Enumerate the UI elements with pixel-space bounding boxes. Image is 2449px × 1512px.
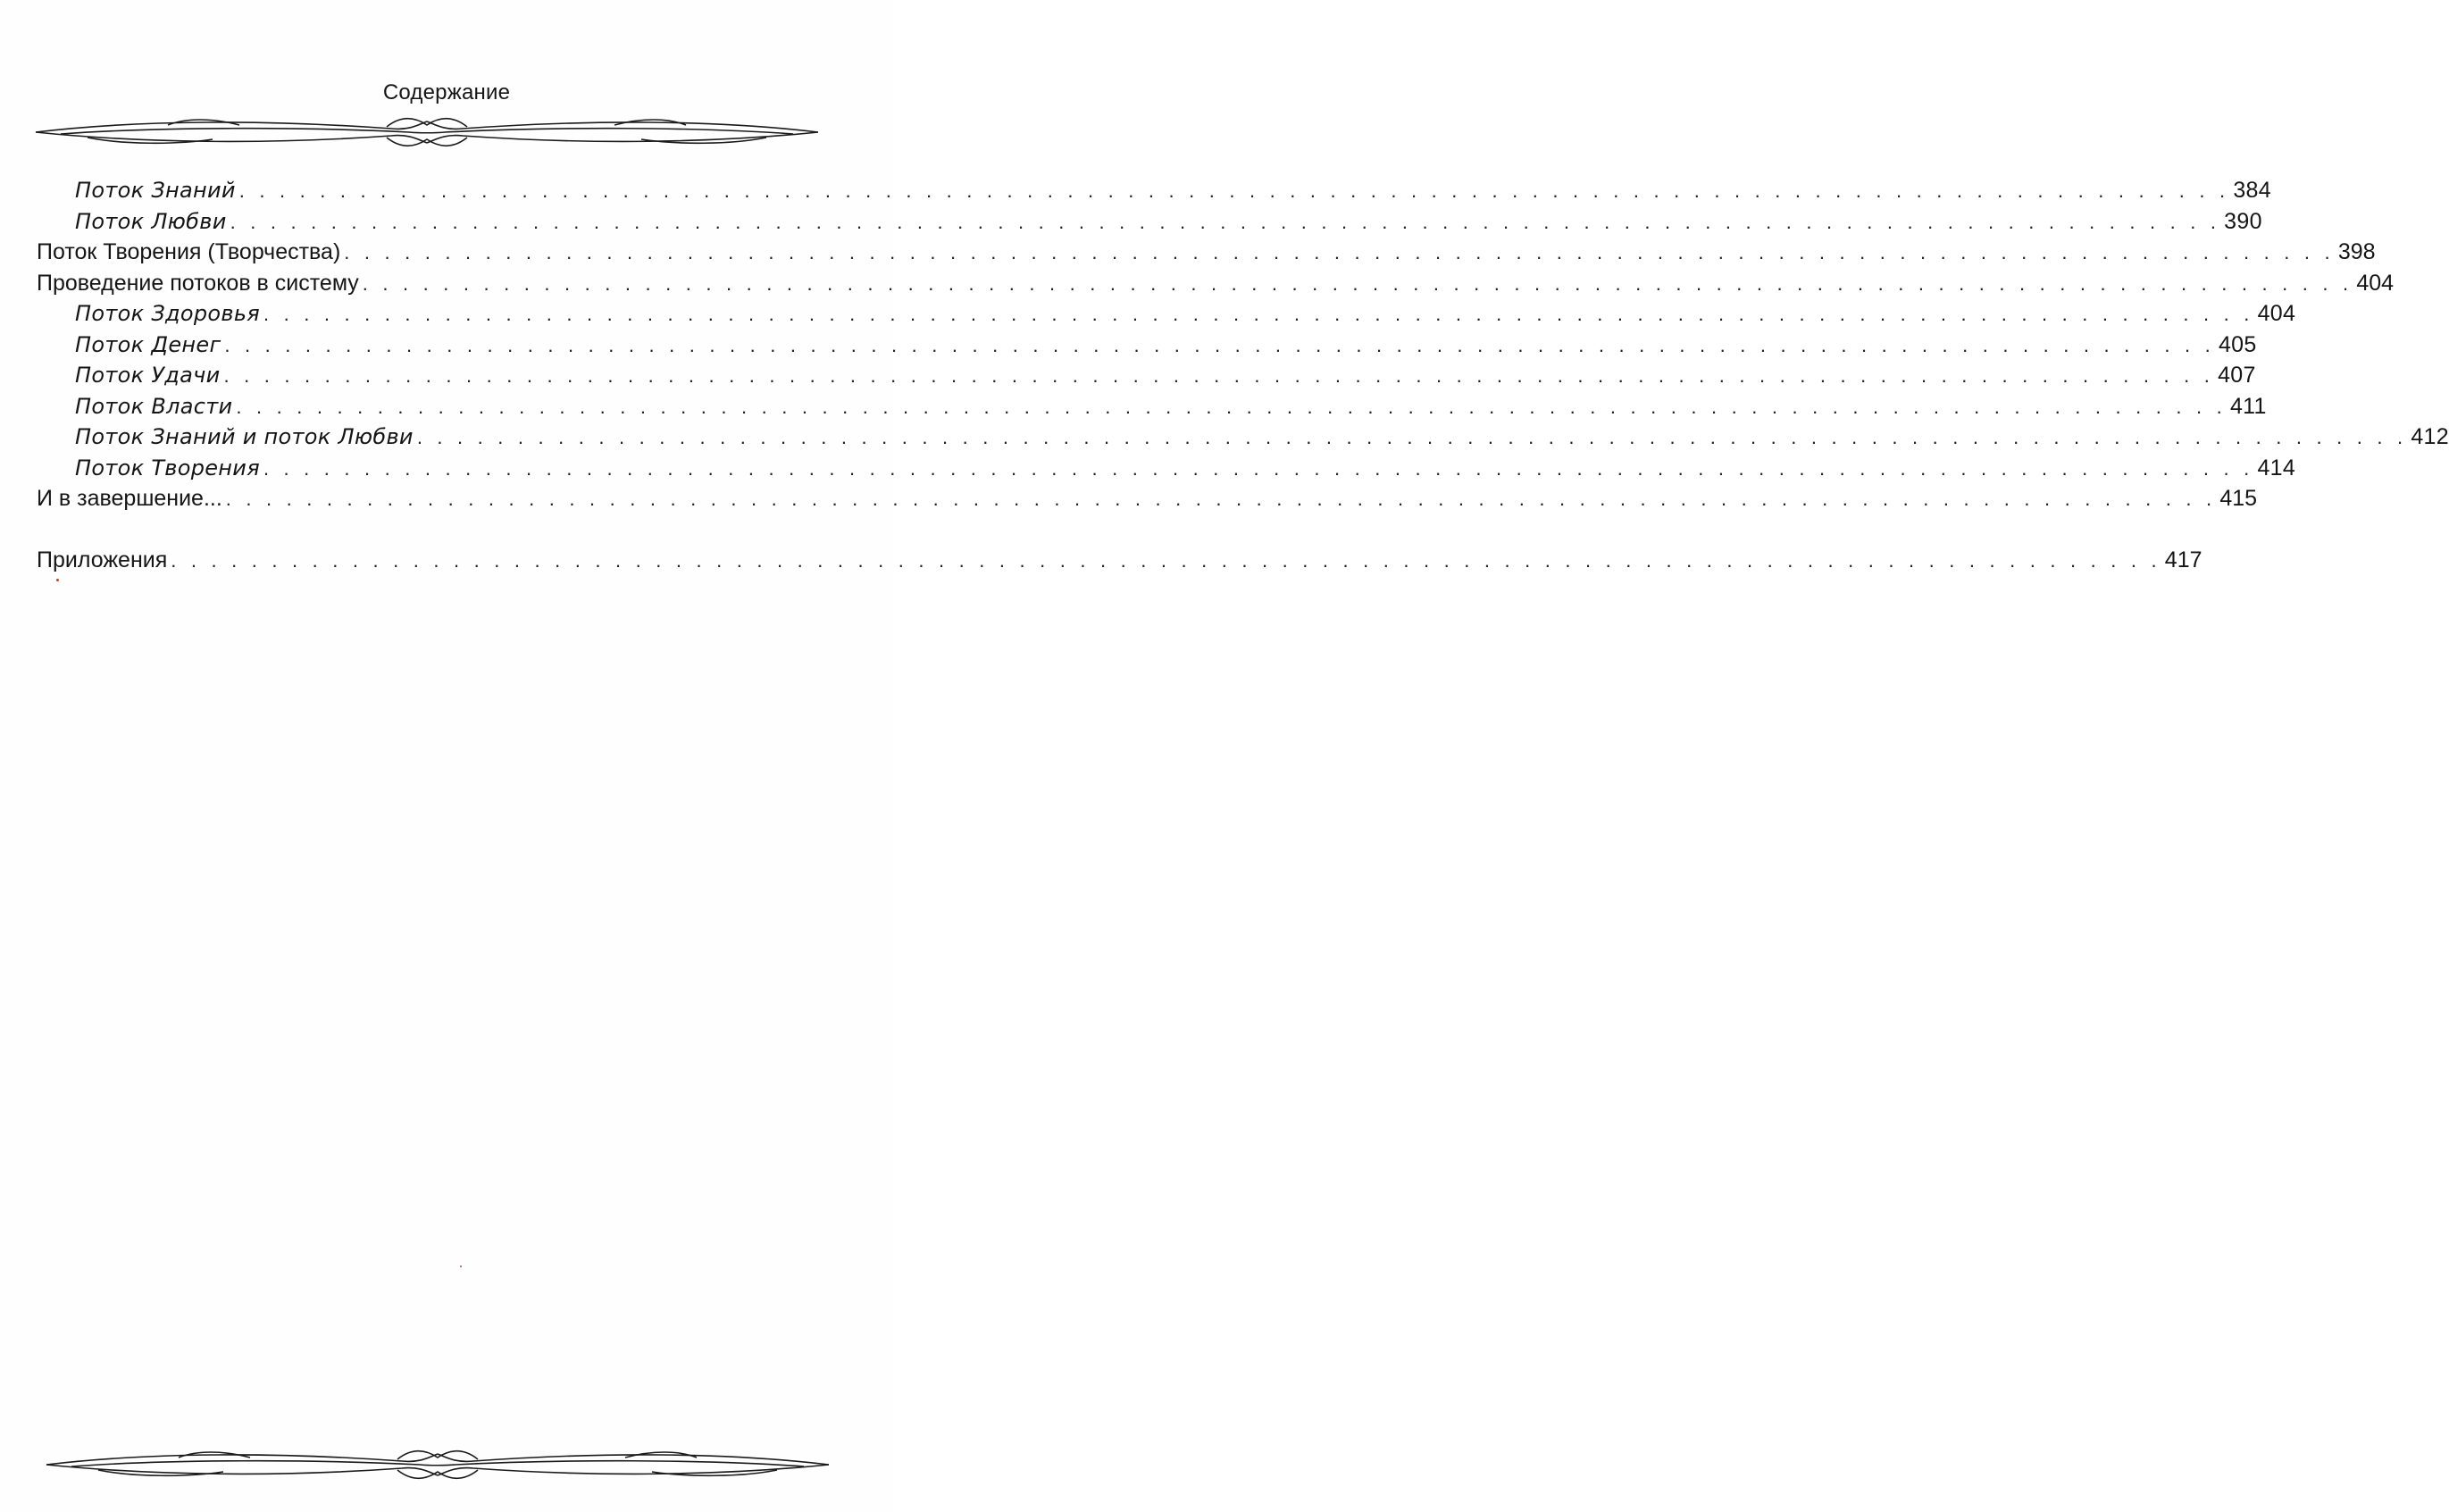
toc-entry-title: Поток Денег (75, 331, 221, 357)
toc-entry-page: 390 (2224, 208, 2262, 234)
toc-entry (37, 268, 2395, 299)
toc-entry-title: Поток Знаний (75, 178, 236, 203)
print-speck (460, 1266, 462, 1267)
toc-entry-page: 411 (2229, 393, 2267, 419)
print-speck (56, 579, 59, 581)
toc-entry-page: 414 (2257, 455, 2296, 480)
toc-leader-dots: . . . . . . . . . . . . . . . . . . . . . . . . . . . . . . . . . . . . . . . . . . . . . . . . . . . . . . . . . . . . . . . . . . . . . . . . . . . . . . . . . . . . . . . . . . . . . . . . . . . (263, 456, 2254, 480)
toc-leader-dots: . . . . . . . . . . . . . . . . . . . . . . . . . . . . . . . . . . . . . . . . . . . . . . . . . . . . . . . . . . . . . . . . . . . . . . . . . . . . . . . . . . . . . . . . . . . . . . . . . . . (238, 180, 2230, 202)
toc-leader-dots: . . . . . . . . . . . . . . . . . . . . . . . . . . . . . . . . . . . . . . . . . . . . . . . . . . . . . . . . . . . . . . . . . . . . . . . . . . . . . . . . . . . . . . . . . . . . . . . . . . . (263, 303, 2254, 325)
running-head-title: Содержание (382, 80, 511, 104)
toc-entry (37, 175, 2271, 206)
toc-entry-title: Поток Удачи (75, 363, 221, 388)
toc-entry (37, 330, 2257, 361)
ornament-flourish-icon (34, 114, 820, 150)
toc-entry (37, 391, 2267, 422)
toc-entry (37, 237, 2376, 268)
toc-entry-title: И в завершение... (37, 486, 222, 511)
toc-entry-title: Поток Творения (75, 455, 260, 480)
toc-entry-page: 407 (2218, 363, 2256, 388)
toc-entry (37, 453, 2296, 484)
toc-entry-page: 412 (2411, 424, 2449, 449)
toc-leader-dots: . . . . . . . . . . . . . . . . . . . . . . . . . . . . . . . . . . . . . . . . . . . . . . . . . . . . . . . . . . . . . . . . . . . . . . . . . . . . . . . . . . . . . . . . . . . . . . . . . . . (344, 241, 2335, 263)
toc-leader-dots: . . . . . . . . . . . . . . . . . . . . . . . . . . . . . . . . . . . . . . . . . . . . . . . . . . . . . . . . . . . . . . . . . . . . . . . . . . . . . . . . . . . . . . . . . . . . . . . . . . . (362, 271, 2353, 295)
toc-entry-page: 398 (2337, 239, 2376, 264)
toc-entry-title: Поток Любви (75, 208, 227, 234)
toc-entry-title: Поток Здоровья (75, 301, 261, 326)
toc-entry-page: 384 (2233, 178, 2271, 203)
toc-entry-page: 404 (2257, 301, 2296, 326)
toc-entry (37, 360, 2256, 391)
top-ornament-divider (34, 114, 820, 150)
toc-entry (37, 206, 2262, 238)
toc-entry-title: Проведение потоков в систему (37, 270, 359, 296)
toc-leader-dots: . . . . . . . . . . . . . . . . . . . . . . . . . . . . . . . . . . . . . . . . . . . . . . . . . . . . . . . . . . . . . . . . . . . . . . . . . . . . . . . . . . . . . . . . . . . . . . . . . . . (171, 548, 2161, 572)
toc-leader-dots: . . . . . . . . . . . . . . . . . . . . . . . . . . . . . . . . . . . . . . . . . . . . . . . . . . . . . . . . . . . . . . . . . . . . . . . . . . . . . . . . . . . . . . . . . . . . . . . . . . . (236, 395, 2227, 418)
toc-leader-dots: . . . . . . . . . . . . . . . . . . . . . . . . . . . . . . . . . . . . . . . . . . . . . . . . . . . . . . . . . . . . . . . . . . . . . . . . . . . . . . . . . . . . . . . . . . . . . . . . . . . (224, 333, 2215, 356)
toc-entry-title: Поток Творения (Творчества) (37, 239, 341, 264)
toc-entry (37, 545, 2202, 576)
toc-entry-title: Поток Знаний и поток Любви (75, 424, 414, 449)
toc-entry-title: Приложения (37, 547, 168, 572)
toc-entry-page: 417 (2164, 547, 2202, 572)
toc-entry-page: 415 (2219, 486, 2258, 511)
ornament-flourish-icon (45, 1447, 831, 1483)
toc-leader-dots: . . . . . . . . . . . . . . . . . . . . . . . . . . . . . . . . . . . . . . . . . . . . . . . . . . . . . . . . . . . . . . . . . . . . . . . . . . . . . . . . . . . . . . . . . . . . . . . . . . . (230, 210, 2221, 233)
toc-entry (37, 483, 2258, 514)
toc-entry-page: 405 (2218, 331, 2257, 357)
toc-leader-dots: . . . . . . . . . . . . . . . . . . . . . . . . . . . . . . . . . . . . . . . . . . . . . . . . . . . . . . . . . . . . . . . . . . . . . . . . . . . . . . . . . . . . . . . . . . . . . . . . . . . (416, 426, 2408, 448)
toc-entry-title: Поток Власти (75, 393, 233, 419)
toc-entry-page: 404 (2356, 270, 2395, 296)
toc-leader-dots: . . . . . . . . . . . . . . . . . . . . . . . . . . . . . . . . . . . . . . . . . . . . . . . . . . . . . . . . . . . . . . . . . . . . . . . . . . . . . . . . . . . . . . . . . . . . . . . . . . . (225, 488, 2217, 510)
toc-leader-dots: . . . . . . . . . . . . . . . . . . . . . . . . . . . . . . . . . . . . . . . . . . . . . . . . . . . . . . . . . . . . . . . . . . . . . . . . . . . . . . . . . . . . . . . . . . . . . . . . . . . (223, 364, 2215, 387)
bottom-ornament-divider (45, 1447, 831, 1483)
toc-entry (37, 298, 2296, 330)
table-of-contents (37, 175, 2449, 575)
toc-entry (37, 422, 2449, 453)
